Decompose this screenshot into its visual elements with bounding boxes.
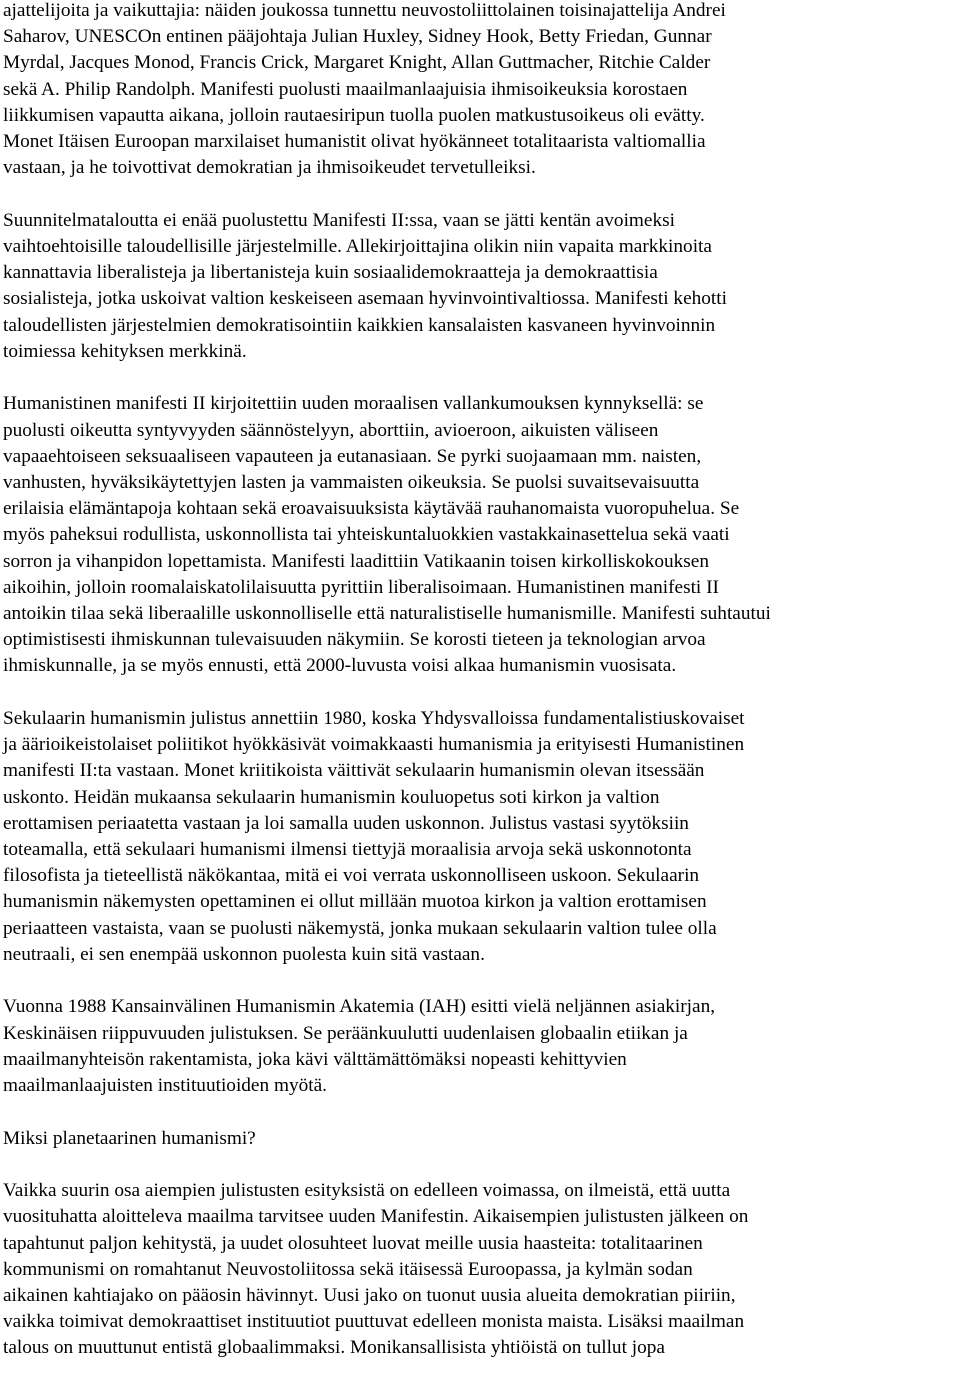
paragraph-gap bbox=[3, 1152, 960, 1178]
section-heading: Miksi planetaarinen humanismi? bbox=[3, 1127, 256, 1149]
paragraph-interdependence: Vuonna 1988 Kansainvälinen Humanismin Akatemia (IAH) esitti vielä neljännen asiakirjan, Keskinäisen riippuvuuden julistuksen. Se peräänkuulutti uudenlaisen globaalin etiikan ja maailmanyhteisön rakentamista, joka kävi välttämättömäksi nopeasti kehittyvien maailmanlaajuisten instituutioiden myötä. bbox=[3, 996, 716, 1097]
paragraph-economy: Suunnitelmataloutta ei enää puolustettu Manifesti II:ssa, vaan se jätti kentän avoimeksi vaihtoehtoisille taloudellisille järjestelmille. Allekirjoittajina olikin niin vapaita markkinoita kannattavia liberalisteja ja libertanisteja kuin sosiaalidemokraatteja ja demokraattisia sosialisteja, jotka uskoivat valtion keskeiseen asemaan hyvinvointivaltiossa. Manifesti kehotti taloudellisten järjestelmien demokratisointiin kaikkien kansalaisten kasvaneen hyvinvoinnin toimiessa kehityksen merkkinä. bbox=[3, 209, 727, 362]
paragraph-why-planetary: Vaikka suurin osa aiempien julistusten esityksistä on edelleen voimassa, on ilmeistä, että uutta vuosituhatta aloitteleva maailma tarvitsee uuden Manifestin. Aikaisempien julistusten jälkeen on tapahtunut paljon kehitystä, ja uudet olosuhteet luovat meille uusia haasteita: totalitaarinen kommunismi on romahtanut Neuvostoliitossa sekä itäisessä Euroopassa, ja kylmän sodan aikainen kahtiajako on pääosin hävinnyt. Uusi jako on tuonut uusia alueita demokratian piiriin, vaikka toimivat demokraattiset instituutiot puuttuvat edelleen monista maista. Lisäksi maailman talous on muuttunut entistä globaalimmaksi. Monikansallisista yhtiöistä on tullut jopa bbox=[3, 1180, 749, 1359]
paragraph-gap bbox=[3, 680, 960, 706]
paragraph-gap bbox=[3, 1099, 960, 1125]
paragraph-gap bbox=[3, 181, 960, 207]
paragraph-gap bbox=[3, 365, 960, 391]
paragraph-secular-declaration: Sekulaarin humanismin julistus annettiin 1980, koska Yhdysvalloissa fundamentalistiuskovaiset ja äärioikeistolaiset poliitikot hyökkäsivät voimakkaasti humanismia ja erityisesti Humanistinen manifesti II:ta vastaan. Monet kriitikoista väittivät sekulaarin humanismin olevan itsessään uskonto. Heidän mukaansa sekulaarin humanismin kouluopetus soti kirkon ja valtion erottamisen periaatetta vastaan ja loi samalla uuden uskonnon. Julistus vastasi syytöksiin toteamalla, että sekulaari humanismi ilmensi tiettyjä moraalisia arvoja sekä uskonnotonta filosofista ja tieteellistä näkökantaa, mitä ei voi verrata uskonnolliseen uskoon. Sekulaarin humanismin näkemysten opettaminen ei ollut millään muotoa kirkon ja valtion erottamisen periaatteen vastaista, vaan se puolusti näkemystä, jonka mukaan sekulaarin valtion tulee olla neutraali, ei sen enempää uskonnon puolesta kuin sitä vastaan. bbox=[3, 708, 745, 965]
paragraph-manifesto-ii: Humanistinen manifesti II kirjoitettiin uuden moraalisen vallankumouksen kynnyksellä: se puolusti oikeutta syntyvyyden säännöstelyyn, aborttiin, avioeroon, aikuisten väliseen vapaaehtoiseen seksuaaliseen vapauteen ja eutanasiaan. Se pyrki suojaamaan mm. naisten, vanhusten, hyväksikäytettyjen lasten ja vammaisten oikeuksia. Se puolsi suvaitsevaisuutta erilaisia elämäntapoja kohtaan sekä eroavaisuuksista käytävää rauhanomaista vuoropuhelua. Se myös paheksui rodullista, uskonnollista tai yhteiskuntaluokkien vastakkainasettelua sekä vaati sorron ja vihanpidon lopettamista. Manifesti laadittiin Vatikaanin toisen kirkolliskokouksen aikoihin, jolloin roomalaiskatolilaisuutta pyrittiin liberalisoimaan. Humanistinen manifesti II antoikin tilaa sekä liberaalille uskonnolliselle että naturalistiselle humanismille. Manifesti suhtautui optimistisesti ihmiskunnan tulevaisuuden näkymiin. Se korosti tieteen ja teknologian arvoa ihmiskunnalle, ja se myös ennusti, että 2000-luvusta voisi alkaa humanismin vuosisata. bbox=[3, 393, 771, 677]
paragraph-signatories: ajattelijoita ja vaikuttajia: näiden joukossa tunnettu neuvostoliittolainen toisinajattelija Andrei Saharov, UNESCOn entinen pääjohtaja Julian Huxley, Sidney Hook, Betty Friedan, Gunnar Myrdal, Jacques Monod, Francis Crick, Margaret Knight, Allan Guttmacher, Ritchie Calder sekä A. Philip Randolph. Manifesti puolusti maailmanlaajuisia ihmisoikeuksia korostaen liikkumisen vapautta aikana, jolloin rautaesiripun tuolla puolen matkustusoikeus oli evätty. Monet Itäisen Euroopan marxilaiset humanistit olivat hyökänneet totalitaarista valtiomallia vastaan, ja he toivottivat demokratian ja ihmisoikeudet tervetulleiksi. bbox=[3, 0, 726, 179]
paragraph-gap bbox=[3, 968, 960, 994]
